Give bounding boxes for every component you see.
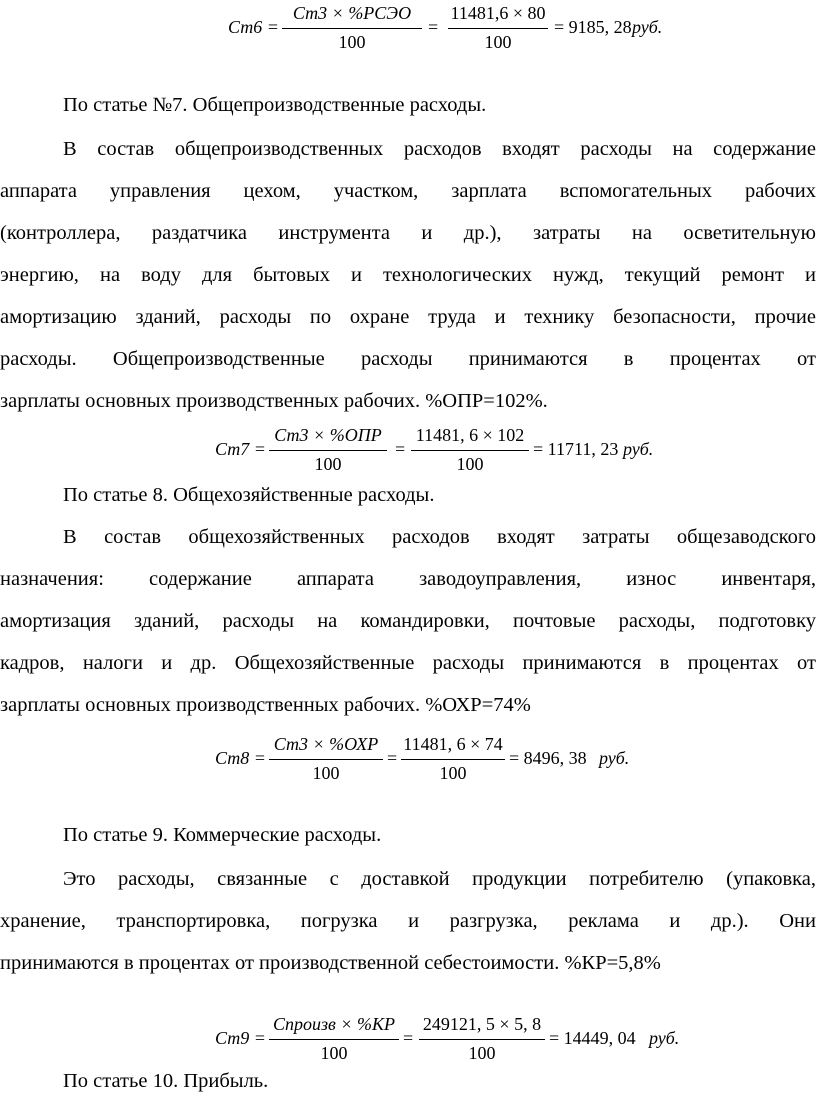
formula-unit: руб. [599, 748, 630, 768]
equals-sign: = [395, 439, 406, 459]
formula-result: = 9185, 28 [554, 17, 632, 37]
fraction [269, 424, 387, 478]
paragraph-line: зарплаты основных производственных рабочих. %ОХР=74% [0, 694, 531, 716]
formula-result: = 8496, 38 [509, 748, 587, 768]
paragraph-line: зарплаты основных производственных рабочих. %ОПР=102%. [0, 390, 548, 412]
article-heading: По статье 10. Прибыль. [63, 1070, 269, 1092]
paragraph-line: В состав общехозяйственных расходов входят затраты общезаводского [63, 526, 816, 548]
fraction [419, 1013, 545, 1067]
paragraph-line: энергию, на воду для бытовых и технологических нужд, текущий ремонт и [0, 264, 816, 286]
denominator: 100 [314, 454, 342, 474]
paragraph-line: кадров, налоги и др. Общехозяйственные расходы принимаются в процентах от [0, 652, 816, 674]
formula-st8 [215, 733, 655, 787]
denominator: 100 [439, 763, 467, 783]
paragraph-line: (контроллера, раздатчика инструмента и др.), затраты на осветительную [0, 222, 816, 244]
article-heading: По статье №7. Общепроизводственные расходы. [63, 94, 487, 116]
fraction-bar [401, 759, 505, 760]
equals-sign: = [403, 1028, 414, 1048]
paragraph-line: хранение, транспортировка, погрузка и разгрузка, реклама и др.). Они [0, 910, 816, 932]
fraction-bar [411, 450, 529, 451]
numerator: 11481, 6 × 102 [415, 425, 525, 445]
fraction-bar [282, 28, 422, 29]
equals-sign: = [428, 17, 439, 37]
fraction-bar [269, 759, 383, 760]
paragraph-line: амортизацию зданий, расходы по охране труда и технику безопасности, прочие [0, 306, 816, 328]
fraction [448, 2, 548, 56]
paragraph-line: Это расходы, связанные с доставкой продукции потребителю (упаковка, [63, 868, 816, 890]
fraction [269, 733, 383, 787]
fraction [411, 424, 529, 478]
formula-result: = 11711, 23 [533, 439, 619, 459]
numerator: 11481,6 × 80 [450, 3, 546, 23]
formula-unit: руб. [649, 1028, 680, 1048]
paragraph-line: аппарата управления цехом, участком, зарплата вспомогательных рабочих [0, 180, 816, 202]
numerator: Спроизв × %КР [273, 1014, 395, 1034]
denominator: 100 [312, 763, 340, 783]
equals-sign: = [387, 748, 398, 768]
paragraph-line: расходы. Общепроизводственные расходы принимаются в процентах от [0, 348, 816, 370]
formula-lhs: Ст7 = [215, 439, 266, 459]
numerator: 249121, 5 × 5, 8 [422, 1014, 542, 1034]
article-heading: По статье 8. Общехозяйственные расходы. [63, 484, 435, 506]
formula-lhs: Ст6 = [228, 17, 279, 37]
formula-unit: руб. [632, 17, 663, 37]
denominator: 100 [338, 32, 366, 52]
formula-st6 [228, 2, 688, 56]
denominator: 100 [456, 454, 484, 474]
numerator: Ст3 × %РСЭО [292, 3, 412, 23]
fraction-bar [269, 450, 387, 451]
fraction-bar [448, 28, 548, 29]
numerator: 11481, 6 × 74 [403, 734, 503, 754]
formula-lhs: Ст8 = [215, 748, 266, 768]
fraction [401, 733, 505, 787]
formula-result: = 14449, 04 [549, 1028, 636, 1048]
paragraph-line: В состав общепроизводственных расходов входят расходы на содержание [63, 138, 816, 160]
paragraph-line: принимаются в процентах от производственной себестоимости. %КР=5,8% [0, 952, 661, 974]
denominator: 100 [484, 32, 512, 52]
denominator: 100 [468, 1043, 496, 1063]
formula-st9 [215, 1013, 695, 1067]
formula-st7 [215, 424, 675, 478]
paragraph-line: назначения: содержание аппарата заводоуправления, износ инвентаря, [0, 568, 816, 590]
numerator: Ст3 × %ОПР [274, 425, 382, 445]
denominator: 100 [320, 1043, 348, 1063]
fraction [269, 1013, 399, 1067]
formula-unit: руб. [623, 439, 654, 459]
numerator: Ст3 × %ОХР [273, 734, 379, 754]
article-heading: По статье 9. Коммерческие расходы. [63, 824, 382, 846]
fraction-bar [419, 1039, 545, 1040]
formula-lhs: Ст9 = [215, 1028, 266, 1048]
paragraph-line: амортизация зданий, расходы на командировки, почтовые расходы, подготовку [0, 610, 816, 632]
fraction-bar [269, 1039, 399, 1040]
fraction [282, 2, 422, 56]
